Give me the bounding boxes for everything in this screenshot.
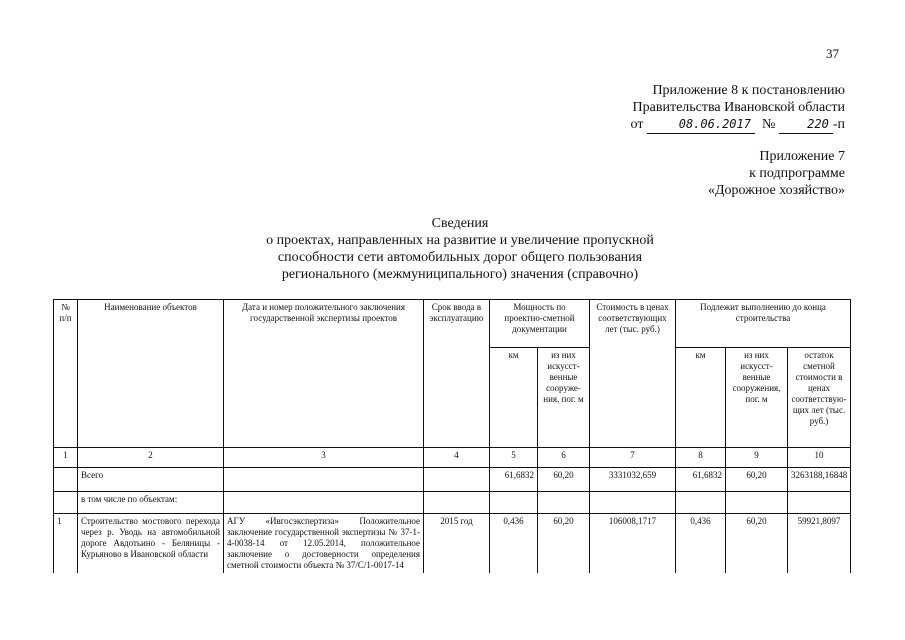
total-cap-structures: 60,20 (538, 468, 590, 492)
title-line-2: о проектах, направленных на развитие и увеличение пропускной (266, 233, 654, 248)
total-rem-structures: 60,20 (726, 468, 788, 492)
column-number: 3 (224, 448, 424, 468)
column-number: 6 (538, 448, 590, 468)
document-title (150, 215, 770, 283)
date-value: 08.06.2017 (647, 116, 755, 134)
column-number: 8 (676, 448, 726, 468)
appendix-7-header (708, 148, 845, 199)
row-commission: 2015 год (424, 514, 490, 574)
total-cost: 3331032,659 (590, 468, 676, 492)
table-row (54, 514, 851, 574)
empty-cell (788, 492, 851, 514)
subheader-row (54, 492, 851, 514)
row-num: 1 (54, 514, 78, 574)
empty-cell (424, 492, 490, 514)
row-expertise: АГУ «Ивгосэкспертиза» Положительное заключение государственной экспертизы № 37-1-4-0038-14 от 12.05.2014, положительное заключение о достоверности определения сметной стоимости объекта № 37/С/1-0017-14 (224, 514, 424, 574)
appendix-7-line-3: «Дорожное хозяйство» (707, 183, 845, 198)
total-commission (424, 468, 490, 492)
total-num (54, 468, 78, 492)
title-line-3: способности сети автомобильных дорог общего пользования (277, 250, 643, 265)
column-number: 4 (424, 448, 490, 468)
appendix-8-header (631, 82, 845, 134)
date-prefix: от (630, 117, 644, 132)
total-rem-balance: 3263188,16848 (788, 468, 851, 492)
appendix-7-line-2: к подпрограмме (749, 166, 845, 181)
column-number: 1 (54, 448, 78, 468)
appendix-8-line-1: Приложение 8 к постановлению (652, 83, 845, 98)
header-name: Наименование объектов (78, 300, 224, 448)
header-commission: Срок ввода в эксплуатацию (424, 300, 490, 448)
subheader-num (54, 492, 78, 514)
subheader-label: в том числе по объектам: (78, 492, 224, 514)
number-prefix: № (761, 117, 776, 132)
title-line-4: регионального (межмуниципального) значения (справочно) (281, 267, 639, 282)
column-number: 5 (490, 448, 538, 468)
empty-cell (676, 492, 726, 514)
appendix-7-line-1: Приложение 7 (759, 149, 845, 164)
appendix-8-line-2: Правительства Ивановской области (632, 100, 845, 115)
row-name: Строительство мостового перехода через р. Уводь на автомобильной дороге Авдотьино - Беляницы - Курьяново в Ивановской области (78, 514, 224, 574)
header-rem-structures: из них искусст-венные сооружения, пог. м (726, 348, 788, 448)
page-number: 37 (826, 46, 839, 61)
column-number-row (54, 448, 851, 468)
empty-cell (538, 492, 590, 514)
total-cap-km: 61,6832 (490, 468, 538, 492)
header-cap-structures: из них искусст-венные сооруже-ния, пог. м (538, 348, 590, 448)
row-rem-km: 0,436 (676, 514, 726, 574)
column-number: 9 (726, 448, 788, 468)
table-header-row-1 (54, 300, 851, 348)
empty-cell (224, 492, 424, 514)
header-rem-balance: остаток сметной стоимости в ценах соответствую-щих лет (тыс. руб.) (788, 348, 851, 448)
column-number: 2 (78, 448, 224, 468)
title-line-1: Сведения (431, 216, 489, 231)
total-row (54, 468, 851, 492)
column-number: 10 (788, 448, 851, 468)
total-expertise (224, 468, 424, 492)
row-cap-km: 0,436 (490, 514, 538, 574)
number-suffix: -п (832, 117, 845, 132)
empty-cell (590, 492, 676, 514)
header-remaining: Подлежит выполнению до конца строительства (676, 300, 851, 348)
header-rem-km: км (676, 348, 726, 448)
total-rem-km: 61,6832 (676, 468, 726, 492)
header-cost: Стоимость в ценах соответствующих лет (тыс. руб.) (590, 300, 676, 448)
row-rem-balance: 59921,8097 (788, 514, 851, 574)
number-value: 220 (779, 116, 833, 134)
row-cost: 106008,1717 (590, 514, 676, 574)
empty-cell (726, 492, 788, 514)
header-expertise: Дата и номер положительного заключения государственной экспертизы проектов (224, 300, 424, 448)
projects-table (53, 299, 851, 573)
row-rem-structures: 60,20 (726, 514, 788, 574)
total-label: Всего (78, 468, 224, 492)
row-cap-structures: 60,20 (538, 514, 590, 574)
column-number: 7 (590, 448, 676, 468)
header-num: № п/п (54, 300, 78, 448)
header-cap-km: км (490, 348, 538, 448)
empty-cell (490, 492, 538, 514)
appendix-8-date-line (631, 116, 845, 134)
header-capacity: Мощность по проектно-сметной документации (490, 300, 590, 348)
